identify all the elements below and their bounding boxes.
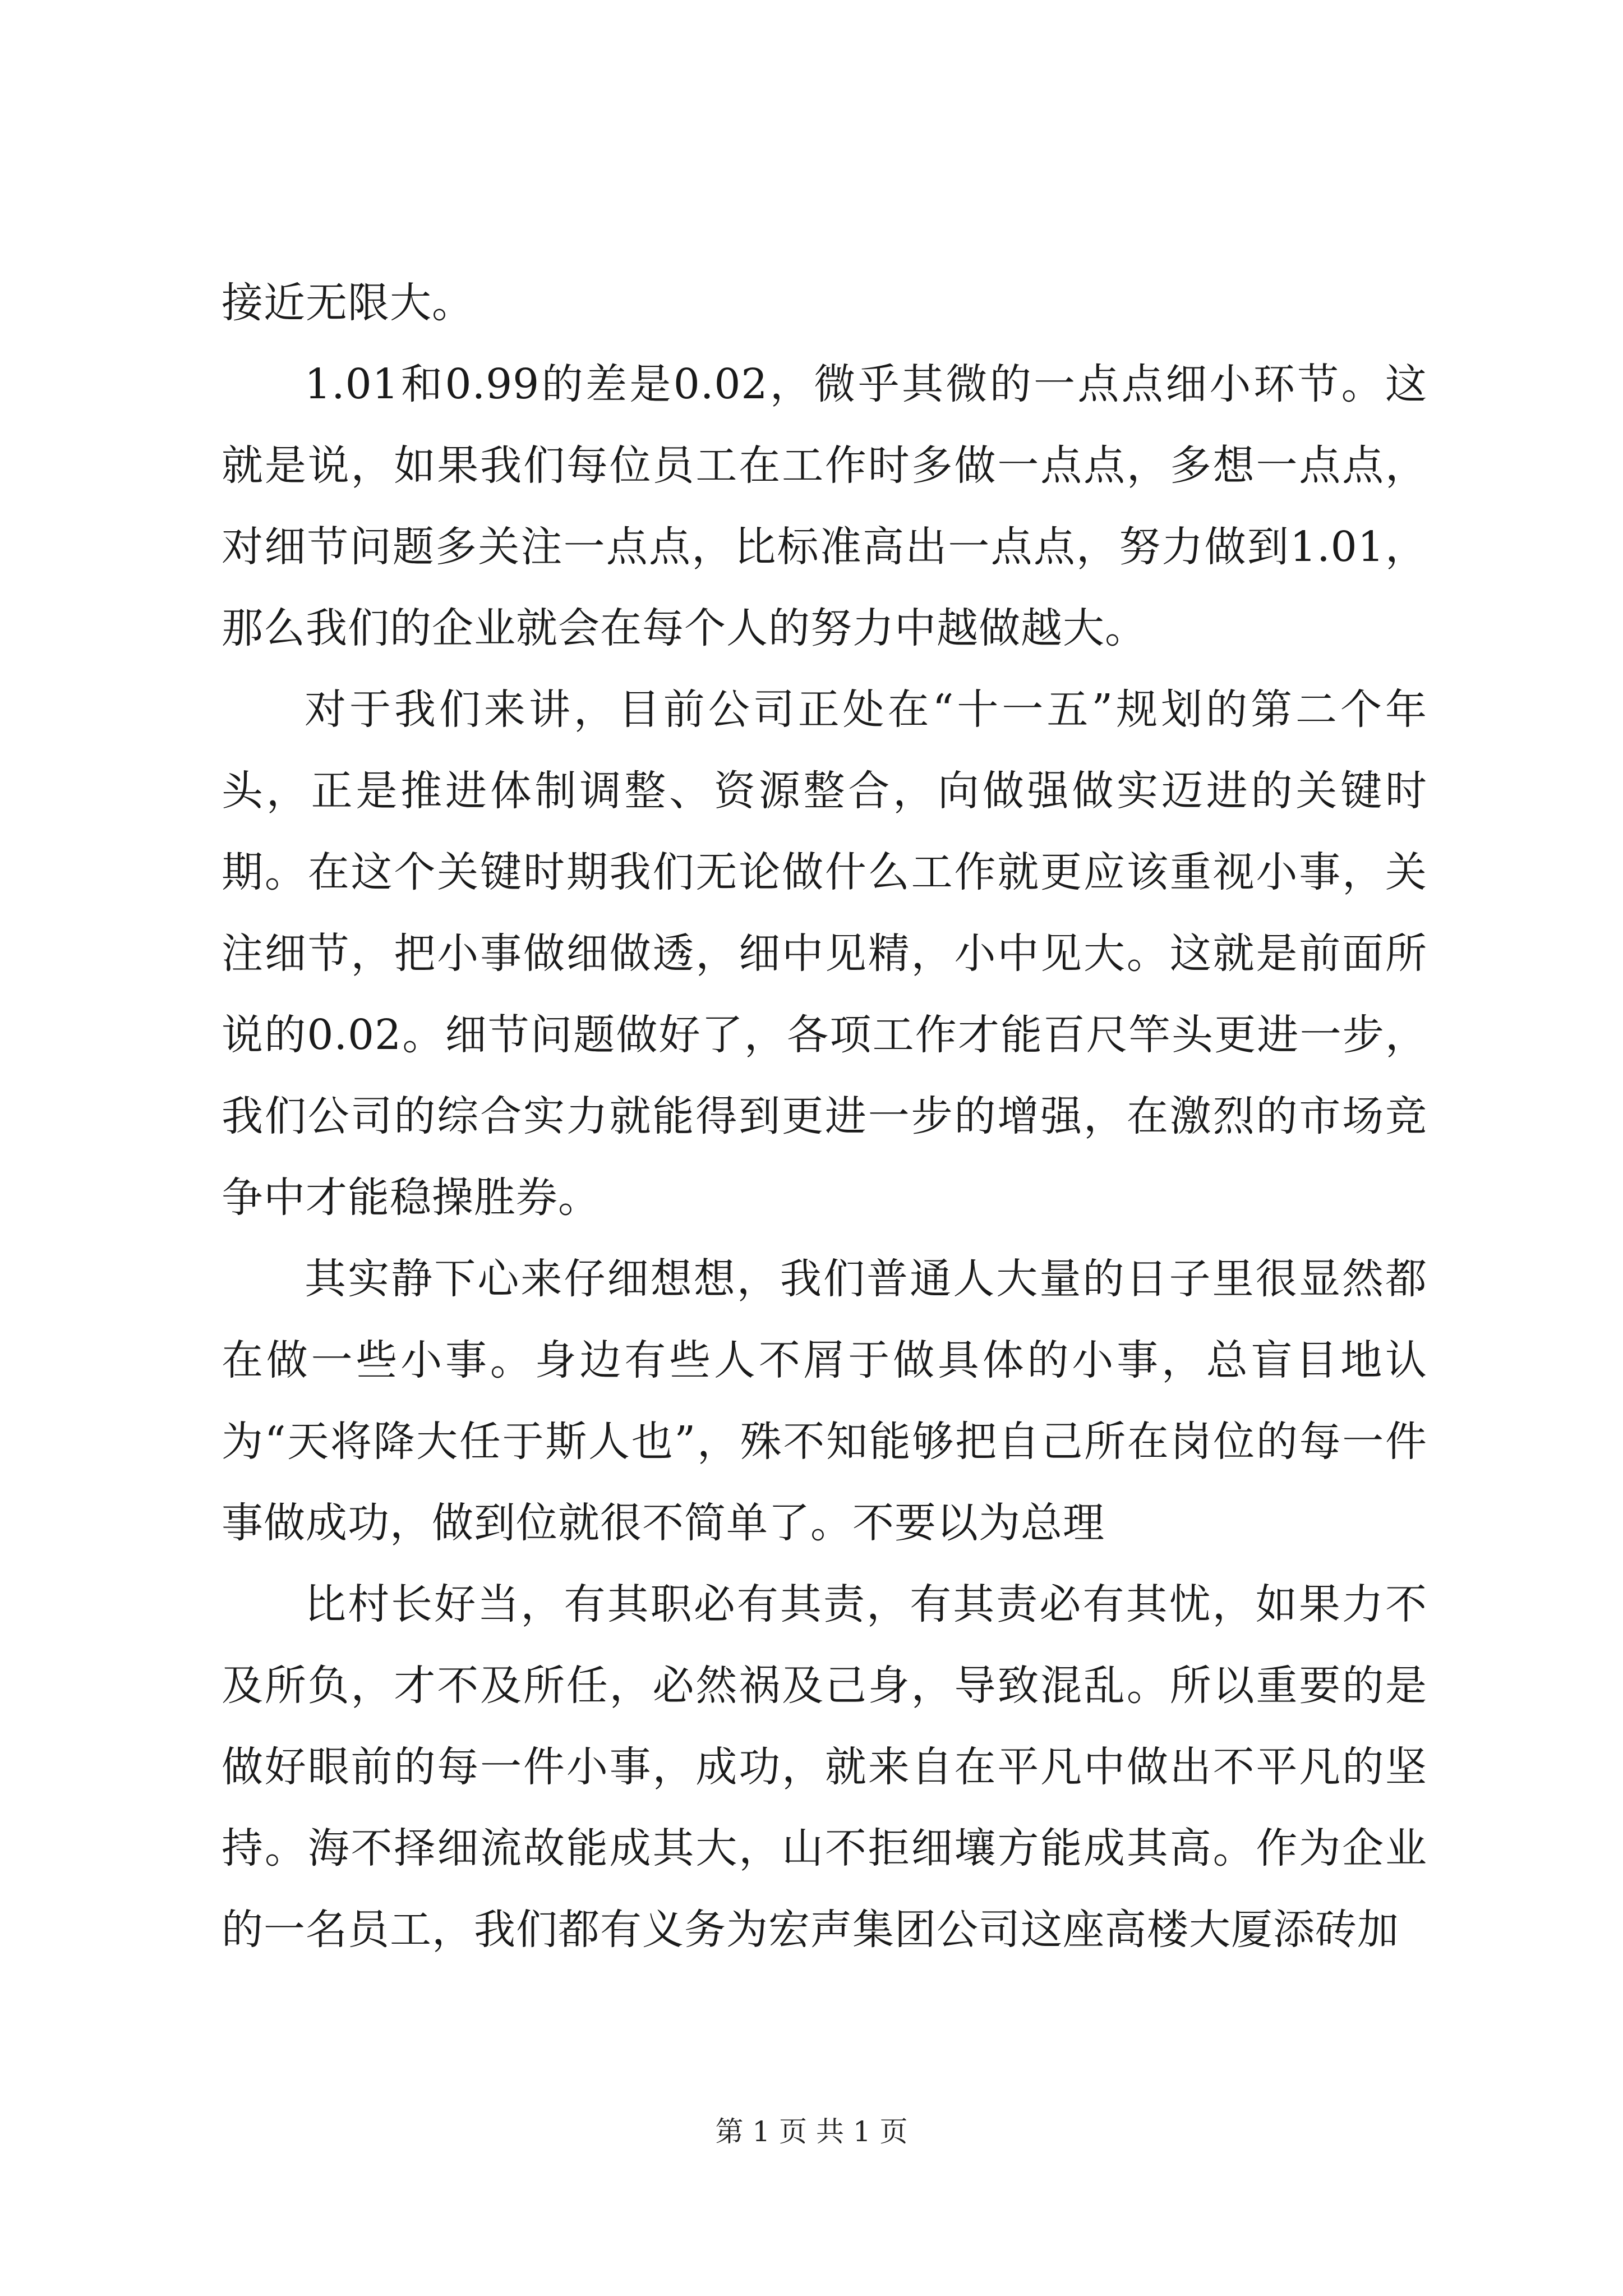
paragraph-1: 接近无限大。 [222, 279, 474, 327]
page-footer: 第 1 页 共 1 页 [715, 2115, 908, 2148]
paragraph-4: 其实静下心来仔细想想，我们普通人大量的日子里很显然都在做一些小事。身边有些人不屑于做具体的小事，总盲目地认为“天将降大任于斯人也”，殊不知能够把自己所在岗位的每一件事做成功，做到位就很不简单了。不要以为总理 [222, 1255, 1427, 1547]
paragraph-5: 比村长好当，有其职必有其责，有其责必有其忧，如果力不及所负，才不及所任，必然祸及己身，导致混乱。所以重要的是做好眼前的每一件小事，成功，就来自在平凡中做出不平凡的坚持。海不择细流故能成其大，山不拒细壤方能成其高。作为企业的一名员工，我们都有义务为宏声集团公司这座高楼大厦添砖加 [222, 1580, 1427, 1954]
paragraph-2: 1.01和0.99的差是0.02，微乎其微的一点点细小环节。这就是说，如果我们每位员工在工作时多做一点点，多想一点点，对细节问题多关注一点点，比标准高出一点点，努力做到1.01，那么我们的企业就会在每个人的努力中越做越大。 [222, 360, 1427, 652]
document-body [222, 263, 1427, 1971]
paragraph-3: 对于我们来讲，目前公司正处在“十一五”规划的第二个年头，正是推进体制调整、资源整合，向做强做实迈进的关键时期。在这个关键时期我们无论做什么工作就更应该重视小事，关注细节，把小事做细做透，细中见精，小中见大。这就是前面所说的0.02。细节问题做好了，各项工作才能百尺竿头更进一步，我们公司的综合实力就能得到更进一步的增强，在激烈的市场竞争中才能稳操胜券。 [222, 685, 1427, 1222]
